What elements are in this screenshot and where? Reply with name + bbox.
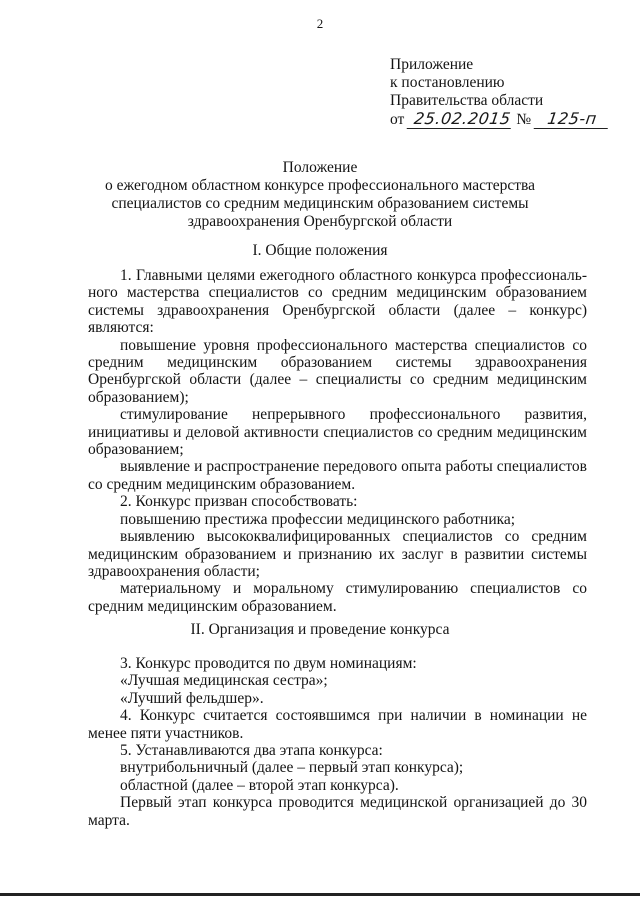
appendix-line: Правительства области <box>390 92 544 109</box>
scan-edge-line <box>0 893 640 896</box>
paragraph: выявление и распространение передового опыта работы специалистов со средним медицинским образованием. <box>88 458 587 493</box>
section-2-body <box>88 655 587 829</box>
paragraph: материальному и моральному стимулированию специалистов со средним медицинским образованием. <box>88 580 587 615</box>
document-title <box>0 159 640 231</box>
paragraph: повышению престижа профессии медицинского работника; <box>120 510 516 528</box>
paragraph: «Лучшая медицинская сестра»; <box>120 672 328 690</box>
paragraph: 2. Конкурс призван способствовать: <box>120 493 358 511</box>
paragraph: 5. Устанавливаются два этапа конкурса: <box>120 742 383 760</box>
title-line: здравоохранения Оренбургской области <box>187 213 453 230</box>
paragraph: 4. Конкурс считается состоявшимся при наличии в номинации не менее пяти участников. <box>88 707 587 742</box>
paragraph: стимулирование непрерывного профессионального развития, инициативы и деловой активности специалистов со средним медицинским образованием; <box>88 406 587 459</box>
handwritten-date: 25.02.2015 <box>407 110 514 129</box>
paragraph: 3. Конкурс проводится по двум номинациям: <box>120 655 417 672</box>
page-number: 2 <box>316 16 324 31</box>
title-line: специалистов со средним медицинским образованием системы <box>111 195 529 212</box>
paragraph: выявлению высококвалифицированных специалистов со средним медицинским образованием и признанию их заслуг в развитии системы здравоохранения области; <box>88 528 587 580</box>
paragraph: областной (далее – второй этап конкурса). <box>120 776 399 794</box>
appendix-header <box>390 56 613 129</box>
appendix-line: к постановлению <box>390 74 505 91</box>
section-heading: II. Организация и проведение конкурса <box>190 621 450 638</box>
paragraph: внутрибольничный (далее – первый этап конкурса); <box>120 759 464 777</box>
from-label: от <box>390 111 405 128</box>
title-line: о ежегодном областном конкурсе профессионального мастерства <box>104 177 536 194</box>
paragraph: 1. Главными целями ежегодного областного конкурса профессиональ-ного мастерства специалистов со средним медицинским образованием системы здравоохранения Оренбургской области (далее – конкурс) являются: <box>88 267 587 337</box>
section-1-body <box>88 267 587 615</box>
paragraph: Первый этап конкурса проводится медицинской организацией до 30 марта. <box>88 794 587 829</box>
number-label: № <box>516 111 532 128</box>
handwritten-number: 125-п <box>534 110 611 129</box>
appendix-line: Приложение <box>390 56 474 73</box>
title-line: Положение <box>282 159 358 176</box>
paragraph: «Лучший фельдшер». <box>120 689 264 707</box>
paragraph: повышение уровня профессионального мастерства специалистов со средним медицинским образованием системы здравоохранения Оренбургской области (далее – специалисты со средним медицинским образованием); <box>88 336 587 406</box>
appendix-date-number-line <box>390 110 613 129</box>
section-heading: I. Общие положения <box>252 242 388 259</box>
